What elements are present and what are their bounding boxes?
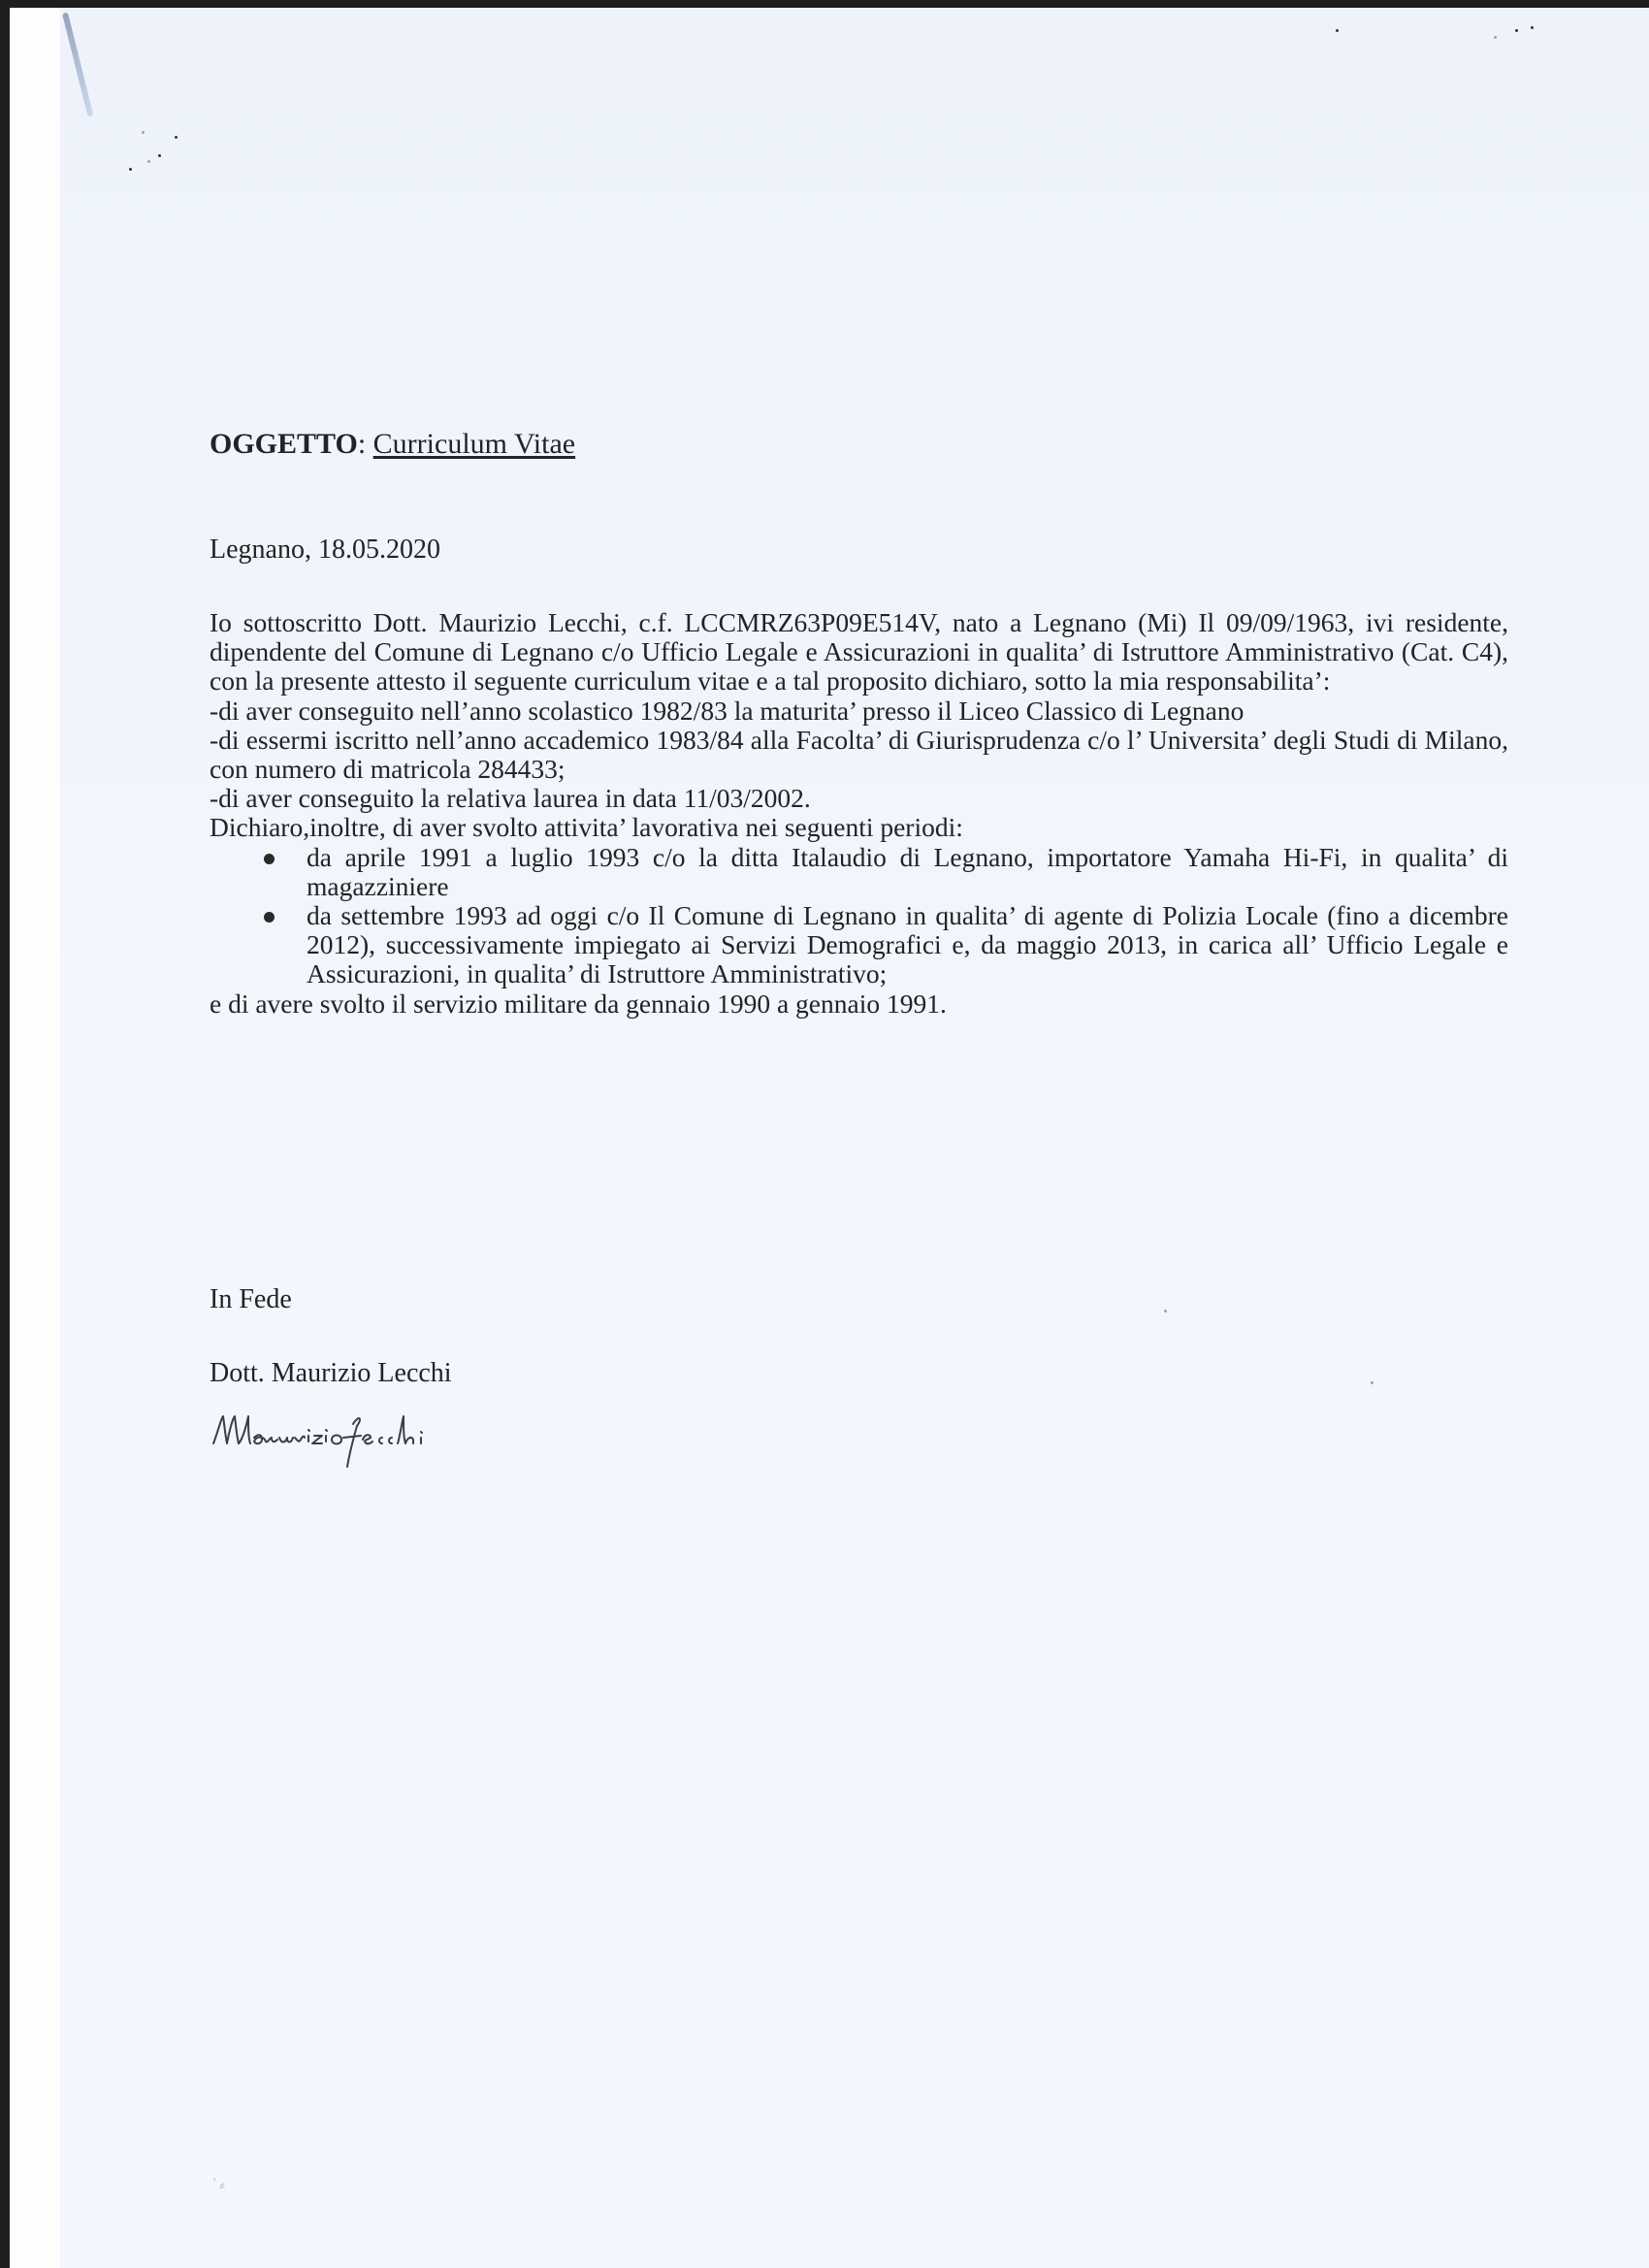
- dust-speck: [129, 168, 132, 171]
- intro-paragraph: Io sottoscritto Dott. Maurizio Lecchi, c.f. LCCMRZ63P09E514V, nato a Legnano (Mi) Il 09/09/1963, ivi residente, dipendente del Comune di Legnano c/o Ufficio Legale e Assicurazioni in qualita’ di Istruttore Amministrativo (Cat. C4), con la presente attesto il seguente curriculum vitae e a tal proposito dichiaro, sotto la mia responsabilita’:: [210, 607, 1508, 697]
- work-period-text: da settembre 1993 ad oggi c/o Il Comune di Legnano in qualita’ di agente di Polizia Locale (fino a dicembre 2012), successivamente impiegato ai Servizi Demografici e, da maggio 2013, in carica all’ Ufficio Legale e Assicurazioni, in qualita’ di Istruttore Amministrativo;: [307, 900, 1508, 989]
- work-periods-list: [210, 843, 1508, 989]
- scan-border-top: [0, 0, 1649, 8]
- work-period-item: [210, 843, 1508, 901]
- dust-speck: [142, 131, 145, 134]
- military-service: e di avere svolto il servizio militare da gennaio 1990 a gennaio 1991.: [210, 988, 947, 1019]
- bullet-icon: [264, 854, 275, 864]
- declaration-item: -di essermi iscritto nell’anno accademico 1983/84 alla Facolta’ di Giurisprudenza c/o l’ Universita’ degli Studi di Milano, con numero di matricola 284433;: [210, 724, 1508, 785]
- subject-separator: :: [357, 428, 373, 460]
- subject-line: [210, 427, 1508, 462]
- dust-speck: [147, 160, 150, 163]
- dust-speck: [1336, 29, 1339, 32]
- paper-page: [60, 8, 1649, 2268]
- document-body: [210, 608, 1508, 1019]
- scan-border-left: [0, 0, 10, 2268]
- declaration-item: -di aver conseguito nell’anno scolastico 1982/83 la maturita’ presso il Liceo Classico di Legnano: [210, 695, 1245, 726]
- dust-speck: [175, 136, 178, 139]
- dust-speck: [1515, 29, 1518, 32]
- dust-speck: [158, 154, 161, 157]
- subject-label: OGGETTO: [210, 428, 358, 460]
- work-intro: Dichiaro,inoltre, di aver svolto attivita’ lavorativa nei seguenti periodi:: [210, 812, 963, 843]
- declaration-item: -di aver conseguito la relativa laurea in data 11/03/2002.: [210, 783, 811, 814]
- place-date: Legnano, 18.05.2020: [210, 535, 440, 565]
- signer-name: Dott. Maurizio Lecchi: [210, 1358, 452, 1388]
- handwritten-signature-icon: [208, 1405, 479, 1473]
- work-period-text: da aprile 1991 a luglio 1993 c/o la ditta Italaudio di Legnano, importatore Yamaha Hi-Fi, in qualita’ di magazziniere: [307, 841, 1508, 901]
- scan-artifact-mark: ʾ⸗: [211, 2175, 227, 2194]
- closing-line: In Fede: [210, 1284, 292, 1314]
- bullet-icon: [264, 912, 275, 923]
- work-period-item: [210, 901, 1508, 989]
- subject-title: Curriculum Vitae: [372, 428, 576, 460]
- dust-speck: [1531, 26, 1534, 29]
- dust-speck: [1494, 36, 1497, 39]
- scan-margin-strip: [10, 8, 61, 2268]
